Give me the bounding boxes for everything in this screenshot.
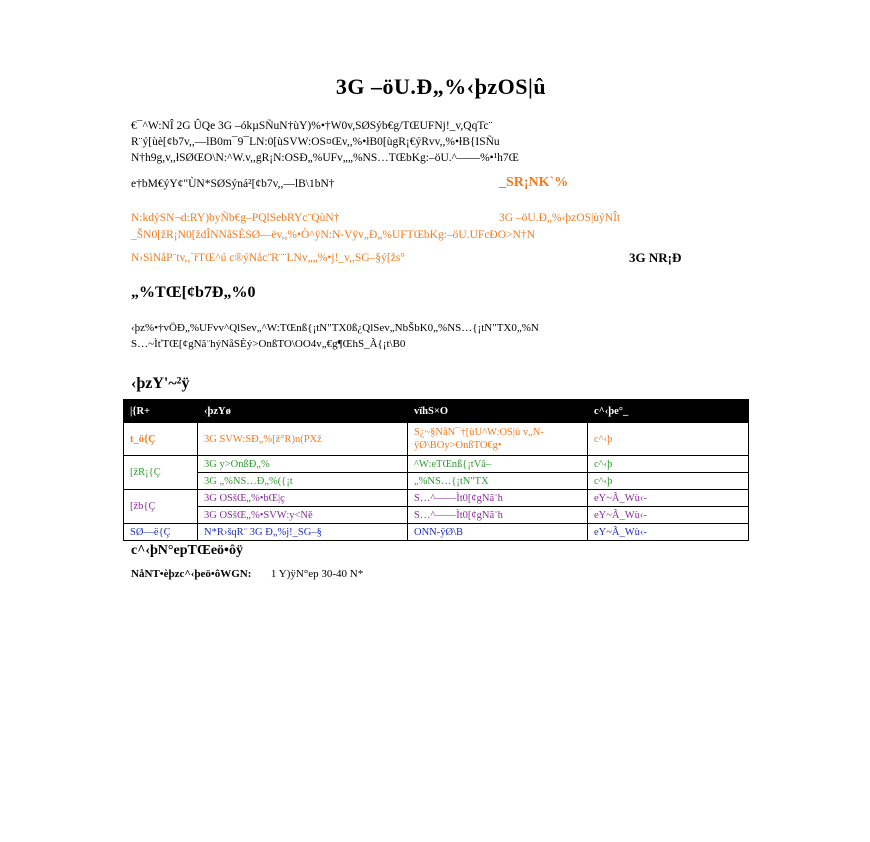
table-category-cell: t_ö{Ç xyxy=(124,423,198,456)
table-name-cell: 3G SVW:SÐ„%[ž°R)n(PXž xyxy=(198,423,408,456)
intro-line-3: N†h9g,v,,łSØŒO\N:^W.v,,gR¡N:OSÐ„%UFv„„%NS…TŒbKg:–öU.^——%•¹h7Œ xyxy=(131,152,519,164)
orange-line-1-right: 3G –öU.Ð„%‹þzOS|ùýNÎt xyxy=(499,212,621,224)
orange-line-3-left: N›SìNåP¨tv,,`řTŒ^ú c®ýNåc¨R¨¨LNv„„%•j!_v,,SG–§ý[žs° xyxy=(131,252,405,264)
orange-line-1 xyxy=(131,211,751,226)
section-heading-2: ‹þzY'~²ÿ xyxy=(131,375,190,392)
table-desc-cell: ^W:eTŒnß{¡tVâ– xyxy=(408,456,588,473)
table-desc-cell: ONN-ÿØ\B xyxy=(408,524,588,541)
table-row xyxy=(124,524,749,541)
table-name-cell: N*R›šqR¨ 3G Ð„%j!_SG–§ xyxy=(198,524,408,541)
table-mode-cell: c^‹þ xyxy=(588,456,749,473)
table-desc-cell: S…^——Ìt0[¢gNã¨h xyxy=(408,507,588,524)
table-header-cell: vïhS×O xyxy=(408,400,588,423)
table-row xyxy=(124,456,749,473)
section3-value: 1 Y)ÿN°ep 30-40 N* xyxy=(270,568,364,580)
document-title: 3G –öU.Ð„%‹þzOS|û xyxy=(335,74,547,99)
table-header-cell: |{R+ xyxy=(124,400,198,423)
orange-line-3 xyxy=(131,251,751,266)
table-desc-cell: „%NS…{¡tN"TX xyxy=(408,473,588,490)
table-category-cell: [žb{Ç xyxy=(124,490,198,524)
table-header-cell: ‹þzYø xyxy=(198,400,408,423)
table-row xyxy=(124,507,749,524)
section3-label: NåNT•èþzc^‹þeö•ôWGN: xyxy=(131,568,252,580)
intro-line-2: R¨ý[ùè[¢b7v,,—lB0m¯9¯LN:0[ùSVW:OS¤Œv,,%•łB0[ùgR¡€ýRvv,,%•łB{ISÑu xyxy=(131,136,500,148)
table-header-row xyxy=(124,400,749,423)
table-mode-cell: c^‹þ xyxy=(588,473,749,490)
intro-highlight: _SR¡NK`% xyxy=(499,175,569,190)
orange-line-3-right: 3G NR¡Ð xyxy=(629,250,682,265)
section3-line xyxy=(131,567,751,582)
table-name-cell: 3G OSšŒ„%•bŒ|ç xyxy=(198,490,408,507)
section-heading-1: „%TŒ[¢b7Ð„%0 xyxy=(131,284,256,301)
table-header-cell: c^‹þe°_ xyxy=(588,400,749,423)
table-row xyxy=(124,473,749,490)
intro-line-1: €¯^W:NÎ 2G ÛQe 3G –ókµSÑuN†ùY)%•†W0v,SØSýb€g/TŒUFNj!_v,QqTc¨ xyxy=(131,120,493,132)
table-row xyxy=(124,423,749,456)
table-mode-cell: eY~Ã_Wù‹- xyxy=(588,524,749,541)
table-row xyxy=(124,490,749,507)
intro-line-4 xyxy=(131,177,751,192)
data-table xyxy=(123,399,749,541)
orange-line-1-left: N:kdýSN¬d:RY)byÑb€g–PQlSebRYc¨QùN† xyxy=(131,212,340,224)
table-desc-cell: S…^——Ìt0[¢gNã¨h xyxy=(408,490,588,507)
table-category-cell: [žR¡{Ç xyxy=(124,456,198,490)
table-category-cell: SØ—ë{Ç xyxy=(124,524,198,541)
table-desc-cell: S¿~§NåN¯†[ùU^W:OS|ù v„N-ÿØ\BOy>OnßTO€g• xyxy=(408,423,588,456)
section1-line-2: S…~ÌťTŒ[¢gNã¨hýNåSÈý>OnßTO\OO4v„€g¶ŒhS_Ã{¡t\B0 xyxy=(131,338,406,350)
table-mode-cell: eY~Ã_Wù‹- xyxy=(588,507,749,524)
table-name-cell: 3G y>OnßÐ„% xyxy=(198,456,408,473)
section1-line-1: ‹þz%•†vÖÐ„%UFvv^QlSev„^W:TŒnß{¡tN"TX0ß¿QlSev„NbŠbK0„%NS…{¡tN"TX0„%N xyxy=(131,322,539,334)
table-name-cell: 3G „%NS…Ð„%({¡t xyxy=(198,473,408,490)
section-heading-3: c^‹þN°epTŒeö•ôÿ xyxy=(131,543,243,558)
table-mode-cell: c^‹þ xyxy=(588,423,749,456)
intro-line-4-text: e†bM€ýY¢"ÙN*SØSýná²[¢b7v,,—lB\1bN† xyxy=(131,178,335,190)
table-name-cell: 3G OSšŒ„%•SVW:y<Ně xyxy=(198,507,408,524)
table-mode-cell: eY~Ã_Wù‹- xyxy=(588,490,749,507)
orange-line-2: _ŠN0[žR¡N0[ždÎNNåSÈSØ—ëv,,%•Ò^ÿN:N-Vÿv„Ð„%UFTŒbKg:–öU.UFcÐO>N†N xyxy=(131,229,535,241)
